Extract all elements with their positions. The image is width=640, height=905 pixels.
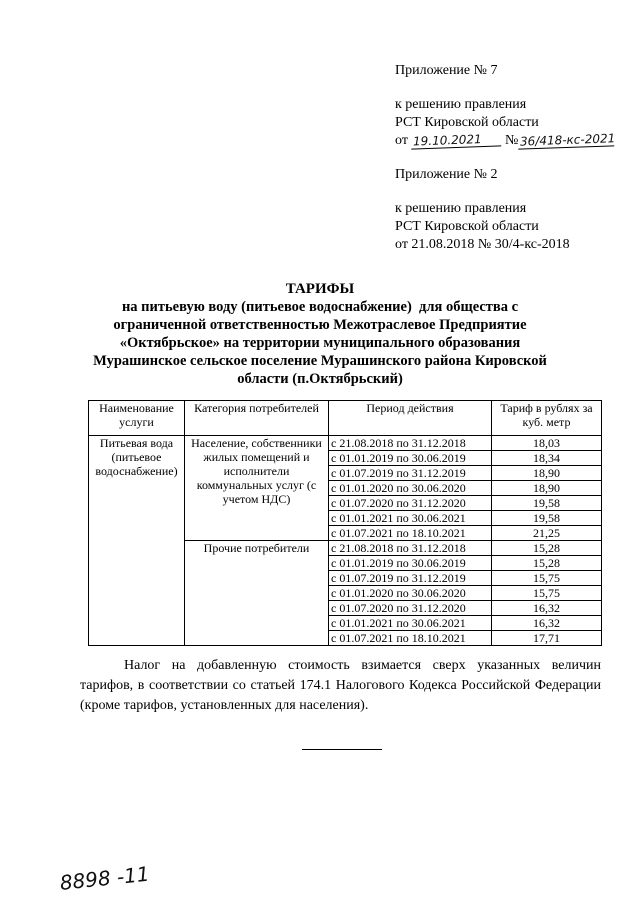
tariff-value-cell: 18,34 — [492, 451, 602, 466]
period-cell: с 01.01.2021 по 30.06.2021 — [329, 511, 492, 526]
tariff-value-cell: 18,90 — [492, 466, 602, 481]
title-line-5: области (п.Октябрьский) — [237, 371, 403, 387]
footer-mark-text: 8898 -11 — [58, 862, 151, 895]
category-cell: Население, собственники жилых помещений и исполнители коммунальных услуг (с учетом НДС) — [185, 436, 329, 541]
tariff-value-cell: 15,28 — [492, 556, 602, 571]
period-cell: с 21.08.2018 по 31.12.2018 — [329, 436, 492, 451]
period-cell: с 01.07.2019 по 31.12.2019 — [329, 571, 492, 586]
appendix-authority: РСТ Кировской области — [395, 115, 539, 130]
tariff-value-cell: 21,25 — [492, 526, 602, 541]
title-line-3: «Октябрьское» на территории муниципального образования — [119, 335, 521, 351]
header-period: Период действия — [329, 401, 492, 436]
period-cell: с 01.01.2021 по 30.06.2021 — [329, 616, 492, 631]
table-body — [89, 436, 602, 646]
period-cell: с 01.07.2020 по 31.12.2020 — [329, 601, 492, 616]
document-title — [60, 280, 580, 388]
vat-note-text: Налог на добавленную стоимость взимается сверх указанных величин тарифов, в соответствии со статьей 174.1 Налогового Кодекса Российской Федерации (кроме тарифов, установленных для населения). — [80, 658, 601, 713]
title-heading: ТАРИФЫ — [285, 281, 355, 297]
header-tariff: Тариф в рублях за куб. метр — [492, 401, 602, 436]
period-cell: с 01.07.2019 по 31.12.2019 — [329, 466, 492, 481]
tariff-value-cell: 17,71 — [492, 631, 602, 646]
period-cell: с 21.08.2018 по 31.12.2018 — [329, 541, 492, 556]
header-service: Наименование услуги — [89, 401, 185, 436]
period-cell: с 01.01.2020 по 30.06.2020 — [329, 481, 492, 496]
service-name-cell: Питьевая вода (питьевое водоснабжение) — [89, 436, 185, 646]
appendix-date-line — [395, 132, 614, 150]
appendix-label: Приложение № 7 — [395, 63, 498, 78]
tariff-value-cell: 15,75 — [492, 571, 602, 586]
title-line-1: на питьевую воду (питьевое водоснабжение) для общества с — [121, 299, 519, 315]
handwritten-footer-mark — [58, 862, 208, 902]
date-prefix: от — [395, 133, 408, 148]
appendix-to-decision: к решению правления — [395, 97, 527, 112]
tariff-value-cell: 19,58 — [492, 511, 602, 526]
handwritten-date: 19.10.2021 — [411, 131, 501, 149]
category-cell: Прочие потребители — [185, 541, 329, 646]
title-line-4: Мурашинское сельское поселение Мурашинского района Кировской — [93, 353, 547, 369]
tariff-value-cell: 18,90 — [492, 481, 602, 496]
table-row — [89, 436, 602, 451]
tariff-value-cell: 15,75 — [492, 586, 602, 601]
appendix-prev-authority: РСТ Кировской области — [395, 219, 539, 234]
appendix-prev-to-decision: к решению правления — [395, 201, 527, 216]
handwritten-number: 36/418-кс-2021 — [520, 131, 616, 149]
tariff-value-cell: 19,58 — [492, 496, 602, 511]
period-cell: с 01.01.2019 по 30.06.2019 — [329, 451, 492, 466]
separator-line — [302, 749, 382, 750]
tariff-value-cell: 16,32 — [492, 616, 602, 631]
appendix-prev-date-line: от 21.08.2018 № 30/4-кс-2018 — [395, 237, 570, 252]
period-cell: с 01.01.2020 по 30.06.2020 — [329, 586, 492, 601]
header-category: Категория потребителей — [185, 401, 329, 436]
vat-note — [80, 656, 601, 716]
tariff-table — [88, 400, 602, 646]
tariff-value-cell: 16,32 — [492, 601, 602, 616]
period-cell: с 01.07.2021 по 18.10.2021 — [329, 526, 492, 541]
appendix-prev-label: Приложение № 2 — [395, 167, 498, 182]
tariff-value-cell: 15,28 — [492, 541, 602, 556]
period-cell: с 01.07.2020 по 31.12.2020 — [329, 496, 492, 511]
table-header-row — [89, 401, 602, 436]
period-cell: с 01.07.2021 по 18.10.2021 — [329, 631, 492, 646]
tariff-value-cell: 18,03 — [492, 436, 602, 451]
number-prefix: № — [504, 133, 519, 148]
title-line-2: ограниченной ответственностью Межотраслевое Предприятие — [113, 317, 527, 333]
period-cell: с 01.01.2019 по 30.06.2019 — [329, 556, 492, 571]
